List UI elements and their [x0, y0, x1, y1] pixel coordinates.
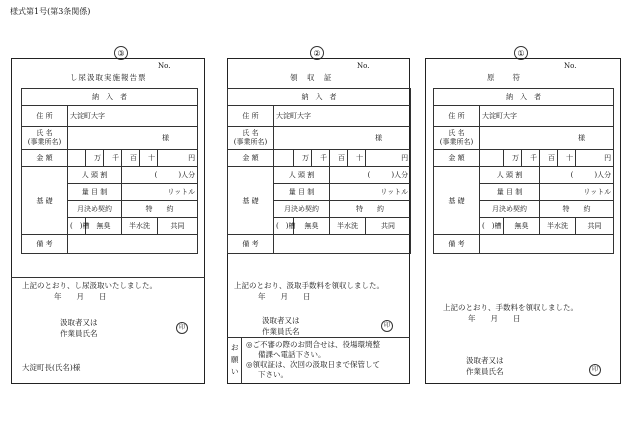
- basis-row-label: 人 頭 割: [68, 167, 122, 184]
- unit-man: 万: [294, 150, 312, 167]
- tank-type: ( )槽: [274, 218, 294, 235]
- collector-line1: 汲取者又は: [60, 318, 98, 327]
- unit-hyaku: 百: [540, 150, 558, 167]
- tank-semiflush: 半水洗: [330, 218, 366, 235]
- tank-odorless: 無臭: [294, 218, 330, 235]
- unit-hyaku: 百: [122, 150, 140, 167]
- panel-title: 領 収 証: [290, 73, 333, 82]
- notice-line: ◎領収証は、次回の汲取日まで保管して: [246, 360, 381, 369]
- basis-row-value: リットル: [122, 184, 198, 201]
- notice-vline: [241, 337, 242, 384]
- remarks-label: 備 考: [22, 235, 68, 254]
- collector-line1: 汲取者又は: [262, 316, 300, 325]
- name-sub: (事業所名): [439, 138, 474, 146]
- seal-mark: [176, 322, 188, 334]
- remarks-label: 備 考: [228, 235, 274, 254]
- statement: 上記のとおり、手数料を領収しました。: [443, 303, 578, 312]
- basis-row-value: ( )人分: [122, 167, 198, 184]
- amount-blank: [274, 150, 294, 167]
- tank-type: ( )槽: [68, 218, 86, 235]
- name-label-cell: [434, 127, 480, 150]
- tank-odorless: 無臭: [86, 218, 122, 235]
- address-label: 住 所: [434, 106, 480, 127]
- footer-addressee: 大淀町長(氏名)様: [22, 363, 81, 372]
- unit-en: 円: [366, 150, 411, 167]
- amount-label: 金 額: [434, 150, 480, 167]
- payer-table: [433, 88, 614, 254]
- statement: 上記のとおり、し尿汲取いたしました。: [22, 281, 157, 290]
- tank-shared: 共同: [366, 218, 411, 235]
- divider: [11, 277, 205, 278]
- address-value: 大淀町大字: [480, 106, 614, 127]
- tank-semiflush: 半水洗: [540, 218, 576, 235]
- tank-shared: 共同: [158, 218, 198, 235]
- address-value: 大淀町大字: [274, 106, 411, 127]
- name-label-cell: [22, 127, 68, 150]
- seal-icon: 印: [589, 364, 601, 376]
- basis-row-value: リットル: [540, 184, 614, 201]
- unit-man: 万: [86, 150, 104, 167]
- address-label: 住 所: [22, 106, 68, 127]
- basis-label: 基 礎: [22, 167, 68, 235]
- remarks-value: [480, 235, 614, 254]
- basis-row-value: 特 約: [540, 201, 614, 218]
- unit-en: 円: [158, 150, 198, 167]
- date: 年 月 日: [468, 314, 521, 323]
- unit-sen: 千: [522, 150, 540, 167]
- collector-line2: 作業員氏名: [262, 327, 300, 336]
- name-sub: (事業所名): [27, 138, 62, 146]
- unit-sen: 千: [104, 150, 122, 167]
- collector-line2: 作業員氏名: [466, 367, 504, 376]
- no-label: No.: [357, 62, 370, 70]
- name-suffix: 様: [274, 127, 411, 150]
- no-label: No.: [158, 62, 171, 70]
- name-suffix: 様: [68, 127, 198, 150]
- notice-char: 願: [231, 355, 239, 364]
- remarks-value: [274, 235, 411, 254]
- amount-blank: [480, 150, 504, 167]
- unit-sen: 千: [312, 150, 330, 167]
- amount-blank: [68, 150, 86, 167]
- unit-man: 万: [504, 150, 522, 167]
- name-label-cell: [228, 127, 274, 150]
- basis-row-label: 量 目 制: [68, 184, 122, 201]
- basis-row-label: 月決め契約: [68, 201, 122, 218]
- payer-header: 納 入 者: [22, 89, 198, 106]
- date: 年 月 日: [258, 292, 311, 301]
- seal-mark: [381, 320, 393, 332]
- amount-label: 金 額: [22, 150, 68, 167]
- seal-icon: 印: [176, 322, 188, 334]
- basis-row-value: 特 約: [122, 201, 198, 218]
- remarks-value: [68, 235, 198, 254]
- basis-row-label: 量 目 制: [480, 184, 540, 201]
- notice-line: ◎ご不審の際のお問合せは、役場環境整: [246, 340, 381, 349]
- form-title: 様式第1号(第3条関係): [10, 7, 91, 16]
- basis-row-value: ( )人分: [330, 167, 411, 184]
- statement: 上記のとおり、汲取手数料を領収しました。: [234, 281, 384, 290]
- collector-line1: 汲取者又は: [466, 356, 504, 365]
- no-label: No.: [564, 62, 577, 70]
- panel-number: ③: [114, 46, 128, 60]
- tank-type: ( )槽: [480, 218, 504, 235]
- notice-char: い: [231, 367, 239, 376]
- notice-divider: [227, 337, 410, 338]
- unit-hyaku: 百: [330, 150, 348, 167]
- payer-header: 納 入 者: [434, 89, 614, 106]
- basis-label: 基 礎: [228, 167, 274, 235]
- collector-line2: 作業員氏名: [60, 329, 98, 338]
- basis-row-label: 人 頭 割: [274, 167, 330, 184]
- name-label: 氏 名: [242, 129, 259, 137]
- payer-header: 納 入 者: [228, 89, 411, 106]
- date: 年 月 日: [54, 292, 107, 301]
- payer-table: [227, 88, 411, 254]
- basis-row-label: 人 頭 割: [480, 167, 540, 184]
- notice-line: 備課へ電話下さい。: [258, 350, 326, 359]
- tank-shared: 共同: [576, 218, 614, 235]
- remarks-label: 備 考: [434, 235, 480, 254]
- name-suffix: 様: [480, 127, 614, 150]
- unit-juu: 十: [558, 150, 576, 167]
- basis-row-label: 量 目 制: [274, 184, 330, 201]
- amount-label: 金 額: [228, 150, 274, 167]
- basis-row-value: リットル: [330, 184, 411, 201]
- panel-number: ①: [514, 46, 528, 60]
- name-label: 氏 名: [36, 129, 53, 137]
- basis-row-value: 特 約: [330, 201, 411, 218]
- name-label: 氏 名: [448, 129, 465, 137]
- unit-juu: 十: [140, 150, 158, 167]
- tank-semiflush: 半水洗: [122, 218, 158, 235]
- notice-line: 下さい。: [258, 370, 288, 379]
- tank-odorless: 無臭: [504, 218, 540, 235]
- panel-title: 原 符: [487, 73, 521, 82]
- unit-en: 円: [576, 150, 614, 167]
- seal-mark: [589, 364, 601, 376]
- basis-row-label: 月決め契約: [480, 201, 540, 218]
- unit-juu: 十: [348, 150, 366, 167]
- basis-row-label: 月決め契約: [274, 201, 330, 218]
- notice-char: お: [231, 343, 239, 352]
- address-label: 住 所: [228, 106, 274, 127]
- name-sub: (事業所名): [233, 138, 268, 146]
- panel-number: ②: [310, 46, 324, 60]
- basis-row-value: ( )人分: [540, 167, 614, 184]
- seal-icon: 印: [381, 320, 393, 332]
- payer-table: [21, 88, 198, 254]
- basis-label: 基 礎: [434, 167, 480, 235]
- panel-title: し尿汲取実施報告票: [70, 73, 147, 82]
- address-value: 大淀町大字: [68, 106, 198, 127]
